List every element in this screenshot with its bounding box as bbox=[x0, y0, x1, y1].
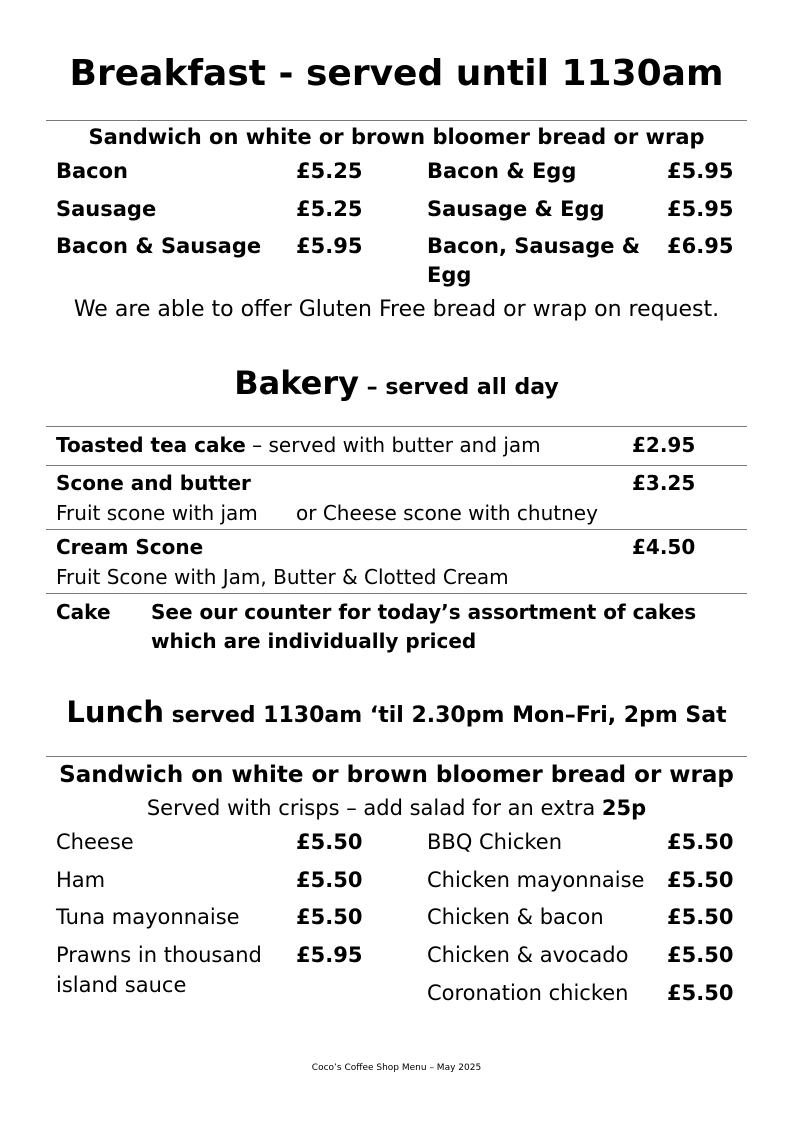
footer: Coco’s Coffee Shop Menu – May 2025 bbox=[311, 1063, 482, 1073]
lunch-item-name: Chicken & avocado bbox=[427, 943, 629, 967]
lunch-title: Lunch bbox=[66, 695, 164, 729]
breakfast-item-name: Sausage bbox=[56, 197, 157, 221]
lunch-item-price: £5.50 bbox=[296, 830, 363, 854]
teacake-line bbox=[56, 430, 541, 460]
breakfast-item-price: £5.25 bbox=[296, 197, 363, 221]
teacake-desc: – served with butter and jam bbox=[245, 433, 541, 457]
breakfast-item-name: Sausage & Egg bbox=[427, 197, 605, 221]
breakfast-item-price: £5.95 bbox=[667, 197, 734, 221]
breakfast-divider bbox=[46, 120, 747, 121]
cream-scone-desc: Fruit Scone with Jam, Butter & Clotted Cream bbox=[56, 565, 509, 589]
lunch-item-name: BBQ Chicken bbox=[427, 830, 563, 854]
scone-desc-b: or Cheese scone with chutney bbox=[296, 501, 598, 525]
breakfast-item-name: Bacon & Egg bbox=[427, 159, 577, 183]
lunch-item-name: Tuna mayonnaise bbox=[56, 905, 240, 929]
lunch-item-name: Ham bbox=[56, 868, 106, 892]
lunch-sandwich-subtitle: Sandwich on white or brown bloomer bread or wrap bbox=[59, 762, 734, 788]
crisps-note: Served with crisps – add salad for an extra bbox=[146, 796, 602, 820]
lunch-divider bbox=[46, 756, 747, 757]
breakfast-item-price: £5.95 bbox=[667, 159, 734, 183]
bakery-divider bbox=[46, 426, 747, 427]
lunch-item-price: £5.50 bbox=[667, 943, 734, 967]
lunch-item-name-cont: island sauce bbox=[56, 973, 187, 997]
breakfast-item-name-cont: Egg bbox=[427, 263, 472, 287]
bakery-row-divider bbox=[46, 529, 747, 530]
lunch-item-name: Prawns in thousand bbox=[56, 943, 262, 967]
bakery-row-divider bbox=[46, 593, 747, 594]
teacake-name: Toasted tea cake bbox=[56, 433, 246, 457]
lunch-item-name: Coronation chicken bbox=[427, 981, 629, 1005]
lunch-item-name: Chicken & bacon bbox=[427, 905, 604, 929]
gluten-free-note: We are able to offer Gluten Free bread or wrap on request. bbox=[73, 297, 720, 322]
lunch-subtitle: served 1130am ‘til 2.30pm Mon–Fri, 2pm Sat bbox=[163, 703, 727, 728]
lunch-heading bbox=[0, 690, 793, 739]
breakfast-item-name: Bacon & Sausage bbox=[56, 234, 262, 258]
cream-scone-price: £4.50 bbox=[632, 535, 696, 559]
breakfast-item-name: Bacon, Sausage & bbox=[427, 234, 641, 258]
lunch-item-price: £5.50 bbox=[667, 905, 734, 929]
crisps-note-line bbox=[46, 793, 747, 823]
breakfast-item-price: £6.95 bbox=[667, 234, 734, 258]
lunch-item-price: £5.50 bbox=[667, 830, 734, 854]
scone-price: £3.25 bbox=[632, 471, 696, 495]
salad-price: 25p bbox=[601, 796, 647, 820]
bakery-row-divider bbox=[46, 465, 747, 466]
lunch-item-name: Chicken mayonnaise bbox=[427, 868, 645, 892]
lunch-item-price: £5.95 bbox=[296, 943, 363, 967]
breakfast-item-price: £5.95 bbox=[296, 234, 363, 258]
cake-name: Cake bbox=[56, 600, 111, 624]
breakfast-subtitle: Sandwich on white or brown bloomer bread or wrap bbox=[88, 125, 705, 149]
scone-name: Scone and butter bbox=[56, 471, 251, 495]
lunch-item-price: £5.50 bbox=[296, 868, 363, 892]
lunch-item-price: £5.50 bbox=[296, 905, 363, 929]
breakfast-title: Breakfast - served until 1130am bbox=[69, 53, 724, 94]
cream-scone-name: Cream Scone bbox=[56, 535, 204, 559]
lunch-item-price: £5.50 bbox=[667, 868, 734, 892]
breakfast-item-name: Bacon bbox=[56, 159, 129, 183]
bakery-title: Bakery bbox=[234, 364, 360, 402]
lunch-item-name: Cheese bbox=[56, 830, 134, 854]
bakery-heading bbox=[0, 361, 793, 411]
breakfast-item-price: £5.25 bbox=[296, 159, 363, 183]
scone-desc-a: Fruit scone with jam bbox=[56, 501, 258, 525]
cake-desc-line2: which are individually priced bbox=[151, 629, 477, 653]
lunch-item-price: £5.50 bbox=[667, 981, 734, 1005]
bakery-subtitle: – served all day bbox=[359, 375, 559, 400]
teacake-price: £2.95 bbox=[632, 433, 696, 457]
cake-desc-line1: See our counter for today’s assortment of cakes bbox=[151, 600, 697, 624]
